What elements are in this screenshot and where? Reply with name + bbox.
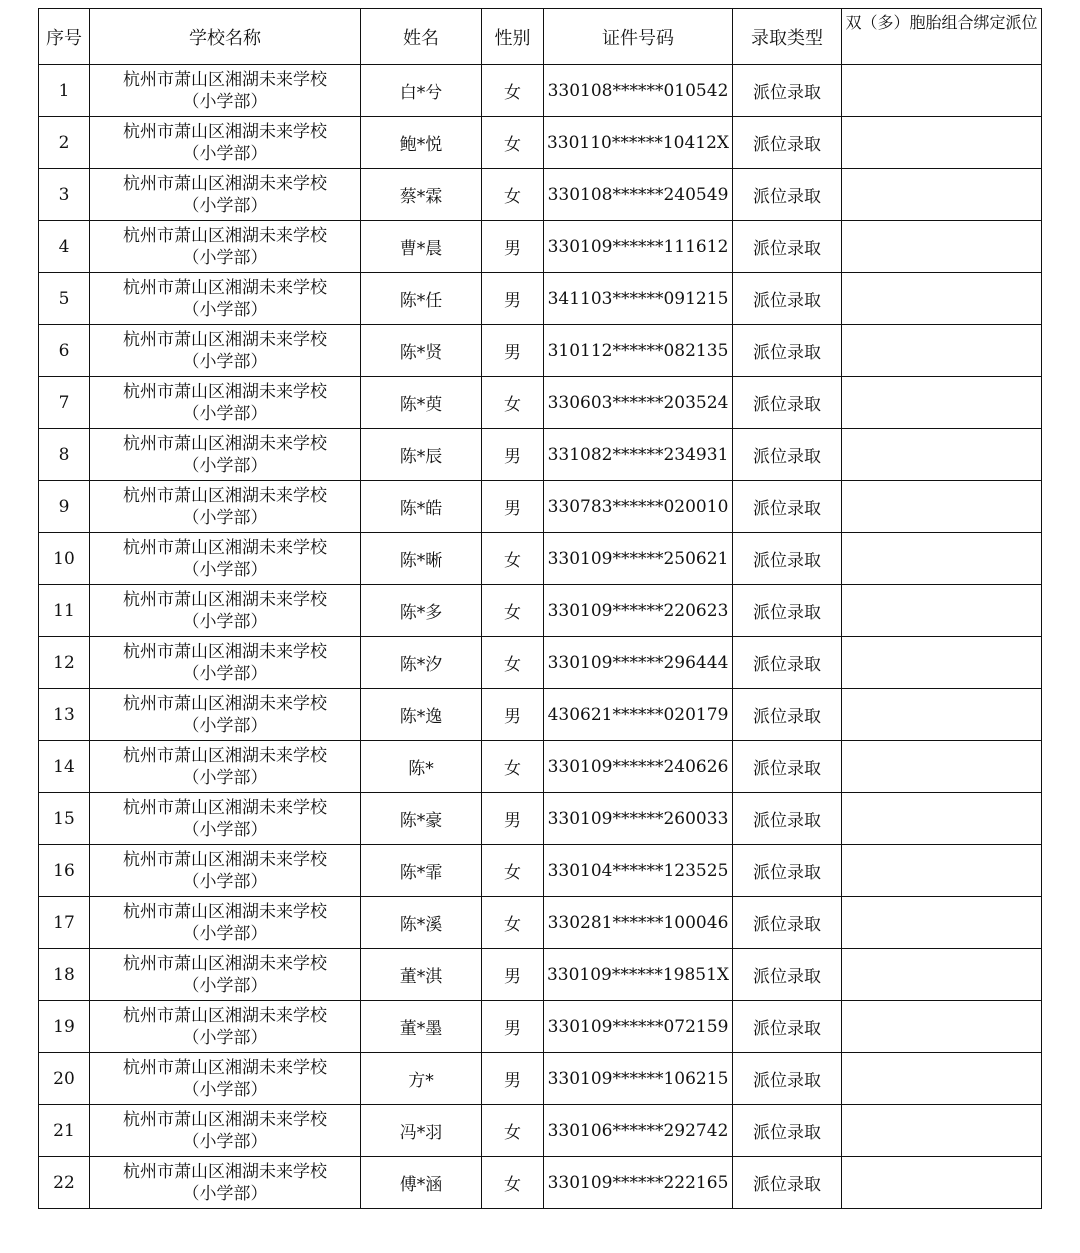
admission-list-sheet	[38, 8, 1042, 1209]
cell-school-division: （小学部）	[182, 767, 268, 788]
cell-twin-binding	[842, 845, 1042, 897]
cell-twin-binding	[842, 793, 1042, 845]
cell-school-name: 杭州市萧山区湘湖未来学校	[123, 797, 327, 818]
cell-gender: 男	[482, 429, 544, 481]
cell-admission-type: 派位录取	[733, 429, 842, 481]
table-row	[39, 325, 1042, 377]
cell-school-name: 杭州市萧山区湘湖未来学校	[123, 173, 327, 194]
cell-serial: 12	[39, 637, 90, 689]
cell-gender: 男	[482, 325, 544, 377]
cell-id-number: 330104******123525	[544, 845, 733, 897]
cell-school-division: （小学部）	[182, 195, 268, 216]
cell-admission-type: 派位录取	[733, 325, 842, 377]
cell-id-number: 330109******19851X	[544, 949, 733, 1001]
cell-admission-type: 派位录取	[733, 65, 842, 117]
cell-twin-binding	[842, 585, 1042, 637]
cell-twin-binding	[842, 273, 1042, 325]
cell-name: 陈*任	[361, 273, 482, 325]
table-header-row	[39, 9, 1042, 65]
cell-gender: 女	[482, 637, 544, 689]
cell-admission-type: 派位录取	[733, 1105, 842, 1157]
cell-id-number: 330603******203524	[544, 377, 733, 429]
cell-name: 陈*萸	[361, 377, 482, 429]
cell-school-division: （小学部）	[182, 871, 268, 892]
cell-school	[90, 1157, 361, 1209]
cell-twin-binding	[842, 325, 1042, 377]
cell-gender: 女	[482, 585, 544, 637]
table-row	[39, 1105, 1042, 1157]
header-id-number: 证件号码	[544, 9, 733, 65]
cell-serial: 8	[39, 429, 90, 481]
cell-school-division: （小学部）	[182, 91, 268, 112]
cell-id-number: 330109******072159	[544, 1001, 733, 1053]
cell-gender: 女	[482, 897, 544, 949]
cell-twin-binding	[842, 65, 1042, 117]
cell-gender: 男	[482, 1001, 544, 1053]
cell-admission-type: 派位录取	[733, 689, 842, 741]
cell-id-number: 330109******222165	[544, 1157, 733, 1209]
header-serial: 序号	[39, 9, 90, 65]
cell-school-division: （小学部）	[182, 1131, 268, 1152]
cell-name: 陈*多	[361, 585, 482, 637]
cell-admission-type: 派位录取	[733, 533, 842, 585]
cell-twin-binding	[842, 533, 1042, 585]
cell-serial: 21	[39, 1105, 90, 1157]
cell-school-division: （小学部）	[182, 455, 268, 476]
cell-school-division: （小学部）	[182, 611, 268, 632]
cell-school	[90, 949, 361, 1001]
cell-school-name: 杭州市萧山区湘湖未来学校	[123, 641, 327, 662]
cell-school-name: 杭州市萧山区湘湖未来学校	[123, 225, 327, 246]
cell-id-number: 330281******100046	[544, 897, 733, 949]
cell-gender: 女	[482, 845, 544, 897]
cell-name: 陈*晰	[361, 533, 482, 585]
cell-serial: 5	[39, 273, 90, 325]
cell-name: 鲍*悦	[361, 117, 482, 169]
cell-serial: 4	[39, 221, 90, 273]
cell-admission-type: 派位录取	[733, 1053, 842, 1105]
cell-school-division: （小学部）	[182, 351, 268, 372]
cell-school-division: （小学部）	[182, 247, 268, 268]
cell-serial: 7	[39, 377, 90, 429]
cell-id-number: 330108******010542	[544, 65, 733, 117]
cell-name: 冯*羽	[361, 1105, 482, 1157]
table-row	[39, 689, 1042, 741]
cell-twin-binding	[842, 1053, 1042, 1105]
cell-name: 陈*	[361, 741, 482, 793]
cell-admission-type: 派位录取	[733, 585, 842, 637]
cell-id-number: 330109******260033	[544, 793, 733, 845]
cell-school-name: 杭州市萧山区湘湖未来学校	[123, 849, 327, 870]
cell-twin-binding	[842, 481, 1042, 533]
cell-id-number: 330109******111612	[544, 221, 733, 273]
cell-school-division: （小学部）	[182, 1027, 268, 1048]
cell-school	[90, 533, 361, 585]
cell-gender: 男	[482, 221, 544, 273]
cell-gender: 女	[482, 377, 544, 429]
cell-admission-type: 派位录取	[733, 897, 842, 949]
cell-gender: 男	[482, 1053, 544, 1105]
cell-school	[90, 897, 361, 949]
cell-admission-type: 派位录取	[733, 741, 842, 793]
cell-serial: 11	[39, 585, 90, 637]
table-row	[39, 533, 1042, 585]
cell-school-name: 杭州市萧山区湘湖未来学校	[123, 121, 327, 142]
cell-school-division: （小学部）	[182, 143, 268, 164]
cell-school-name: 杭州市萧山区湘湖未来学校	[123, 277, 327, 298]
cell-school-name: 杭州市萧山区湘湖未来学校	[123, 485, 327, 506]
cell-school	[90, 845, 361, 897]
cell-id-number: 341103******091215	[544, 273, 733, 325]
cell-serial: 20	[39, 1053, 90, 1105]
cell-school-division: （小学部）	[182, 975, 268, 996]
table-row	[39, 169, 1042, 221]
cell-name: 陈*豪	[361, 793, 482, 845]
cell-admission-type: 派位录取	[733, 169, 842, 221]
cell-serial: 2	[39, 117, 90, 169]
cell-school-name: 杭州市萧山区湘湖未来学校	[123, 1057, 327, 1078]
table-row	[39, 377, 1042, 429]
cell-twin-binding	[842, 1105, 1042, 1157]
cell-school	[90, 377, 361, 429]
cell-school-name: 杭州市萧山区湘湖未来学校	[123, 433, 327, 454]
cell-gender: 男	[482, 689, 544, 741]
cell-name: 陈*贤	[361, 325, 482, 377]
cell-school	[90, 325, 361, 377]
cell-id-number: 330106******292742	[544, 1105, 733, 1157]
cell-name: 蔡*霖	[361, 169, 482, 221]
table-row	[39, 117, 1042, 169]
cell-school-division: （小学部）	[182, 403, 268, 424]
cell-name: 陈*皓	[361, 481, 482, 533]
cell-school	[90, 481, 361, 533]
cell-school-division: （小学部）	[182, 507, 268, 528]
cell-gender: 女	[482, 533, 544, 585]
table-row	[39, 273, 1042, 325]
cell-name: 陈*逸	[361, 689, 482, 741]
cell-twin-binding	[842, 429, 1042, 481]
cell-serial: 13	[39, 689, 90, 741]
table-row	[39, 429, 1042, 481]
cell-school-name: 杭州市萧山区湘湖未来学校	[123, 537, 327, 558]
cell-twin-binding	[842, 897, 1042, 949]
table-row	[39, 845, 1042, 897]
cell-school-name: 杭州市萧山区湘湖未来学校	[123, 1161, 327, 1182]
cell-school	[90, 689, 361, 741]
cell-name: 方*	[361, 1053, 482, 1105]
cell-id-number: 330109******296444	[544, 637, 733, 689]
cell-school	[90, 637, 361, 689]
cell-serial: 10	[39, 533, 90, 585]
cell-serial: 9	[39, 481, 90, 533]
table-row	[39, 65, 1042, 117]
table-row	[39, 897, 1042, 949]
table-row	[39, 1001, 1042, 1053]
cell-name: 白*兮	[361, 65, 482, 117]
cell-id-number: 330109******220623	[544, 585, 733, 637]
cell-serial: 17	[39, 897, 90, 949]
header-gender: 性别	[482, 9, 544, 65]
cell-gender: 男	[482, 273, 544, 325]
cell-school	[90, 585, 361, 637]
cell-serial: 22	[39, 1157, 90, 1209]
cell-gender: 女	[482, 1105, 544, 1157]
table-row	[39, 741, 1042, 793]
cell-name: 陈*溪	[361, 897, 482, 949]
cell-admission-type: 派位录取	[733, 637, 842, 689]
cell-admission-type: 派位录取	[733, 845, 842, 897]
cell-admission-type: 派位录取	[733, 1157, 842, 1209]
cell-school	[90, 793, 361, 845]
cell-school	[90, 1001, 361, 1053]
cell-school-division: （小学部）	[182, 819, 268, 840]
cell-school	[90, 1105, 361, 1157]
cell-gender: 女	[482, 65, 544, 117]
cell-twin-binding	[842, 377, 1042, 429]
cell-school	[90, 117, 361, 169]
cell-twin-binding	[842, 637, 1042, 689]
cell-serial: 15	[39, 793, 90, 845]
cell-school-name: 杭州市萧山区湘湖未来学校	[123, 589, 327, 610]
cell-twin-binding	[842, 1001, 1042, 1053]
cell-gender: 男	[482, 949, 544, 1001]
cell-serial: 6	[39, 325, 90, 377]
cell-school-name: 杭州市萧山区湘湖未来学校	[123, 1005, 327, 1026]
table-row	[39, 1053, 1042, 1105]
cell-school-division: （小学部）	[182, 299, 268, 320]
header-school: 学校名称	[90, 9, 361, 65]
cell-admission-type: 派位录取	[733, 1001, 842, 1053]
cell-gender: 女	[482, 741, 544, 793]
cell-school-division: （小学部）	[182, 923, 268, 944]
cell-name: 董*淇	[361, 949, 482, 1001]
cell-admission-type: 派位录取	[733, 273, 842, 325]
cell-id-number: 331082******234931	[544, 429, 733, 481]
cell-name: 陈*汐	[361, 637, 482, 689]
cell-id-number: 330109******240626	[544, 741, 733, 793]
cell-school-division: （小学部）	[182, 715, 268, 736]
cell-twin-binding	[842, 1157, 1042, 1209]
cell-school	[90, 221, 361, 273]
cell-school-division: （小学部）	[182, 1183, 268, 1204]
table-row	[39, 585, 1042, 637]
cell-id-number: 330108******240549	[544, 169, 733, 221]
table-row	[39, 949, 1042, 1001]
table-row	[39, 221, 1042, 273]
table-body	[39, 65, 1042, 1209]
cell-twin-binding	[842, 689, 1042, 741]
table-row	[39, 1157, 1042, 1209]
cell-twin-binding	[842, 741, 1042, 793]
cell-admission-type: 派位录取	[733, 949, 842, 1001]
cell-school	[90, 429, 361, 481]
cell-twin-binding	[842, 221, 1042, 273]
cell-school-division: （小学部）	[182, 663, 268, 684]
cell-serial: 3	[39, 169, 90, 221]
cell-gender: 女	[482, 1157, 544, 1209]
cell-id-number: 430621******020179	[544, 689, 733, 741]
cell-school	[90, 65, 361, 117]
cell-school	[90, 273, 361, 325]
cell-twin-binding	[842, 169, 1042, 221]
cell-gender: 男	[482, 793, 544, 845]
header-twin-binding: 双（多）胞胎组合绑定派位	[842, 9, 1042, 65]
cell-admission-type: 派位录取	[733, 481, 842, 533]
table-row	[39, 637, 1042, 689]
admission-table	[38, 8, 1042, 1209]
cell-name: 陈*霏	[361, 845, 482, 897]
cell-school	[90, 169, 361, 221]
cell-twin-binding	[842, 117, 1042, 169]
cell-serial: 1	[39, 65, 90, 117]
cell-school-name: 杭州市萧山区湘湖未来学校	[123, 1109, 327, 1130]
cell-admission-type: 派位录取	[733, 117, 842, 169]
table-row	[39, 793, 1042, 845]
cell-gender: 男	[482, 481, 544, 533]
cell-serial: 14	[39, 741, 90, 793]
cell-id-number: 310112******082135	[544, 325, 733, 377]
cell-admission-type: 派位录取	[733, 221, 842, 273]
cell-id-number: 330783******020010	[544, 481, 733, 533]
cell-gender: 女	[482, 117, 544, 169]
cell-school-division: （小学部）	[182, 559, 268, 580]
header-name: 姓名	[361, 9, 482, 65]
cell-id-number: 330109******250621	[544, 533, 733, 585]
cell-id-number: 330109******106215	[544, 1053, 733, 1105]
header-admission-type: 录取类型	[733, 9, 842, 65]
cell-serial: 19	[39, 1001, 90, 1053]
cell-school-name: 杭州市萧山区湘湖未来学校	[123, 745, 327, 766]
cell-name: 陈*辰	[361, 429, 482, 481]
cell-school-name: 杭州市萧山区湘湖未来学校	[123, 693, 327, 714]
cell-school	[90, 1053, 361, 1105]
cell-school-division: （小学部）	[182, 1079, 268, 1100]
table-row	[39, 481, 1042, 533]
cell-school-name: 杭州市萧山区湘湖未来学校	[123, 69, 327, 90]
cell-id-number: 330110******10412X	[544, 117, 733, 169]
cell-name: 董*墨	[361, 1001, 482, 1053]
cell-admission-type: 派位录取	[733, 377, 842, 429]
cell-school-name: 杭州市萧山区湘湖未来学校	[123, 381, 327, 402]
cell-school-name: 杭州市萧山区湘湖未来学校	[123, 901, 327, 922]
cell-name: 曹*晨	[361, 221, 482, 273]
cell-school-name: 杭州市萧山区湘湖未来学校	[123, 329, 327, 350]
cell-serial: 18	[39, 949, 90, 1001]
cell-twin-binding	[842, 949, 1042, 1001]
cell-school-name: 杭州市萧山区湘湖未来学校	[123, 953, 327, 974]
cell-admission-type: 派位录取	[733, 793, 842, 845]
cell-name: 傅*涵	[361, 1157, 482, 1209]
cell-serial: 16	[39, 845, 90, 897]
cell-school	[90, 741, 361, 793]
cell-gender: 女	[482, 169, 544, 221]
